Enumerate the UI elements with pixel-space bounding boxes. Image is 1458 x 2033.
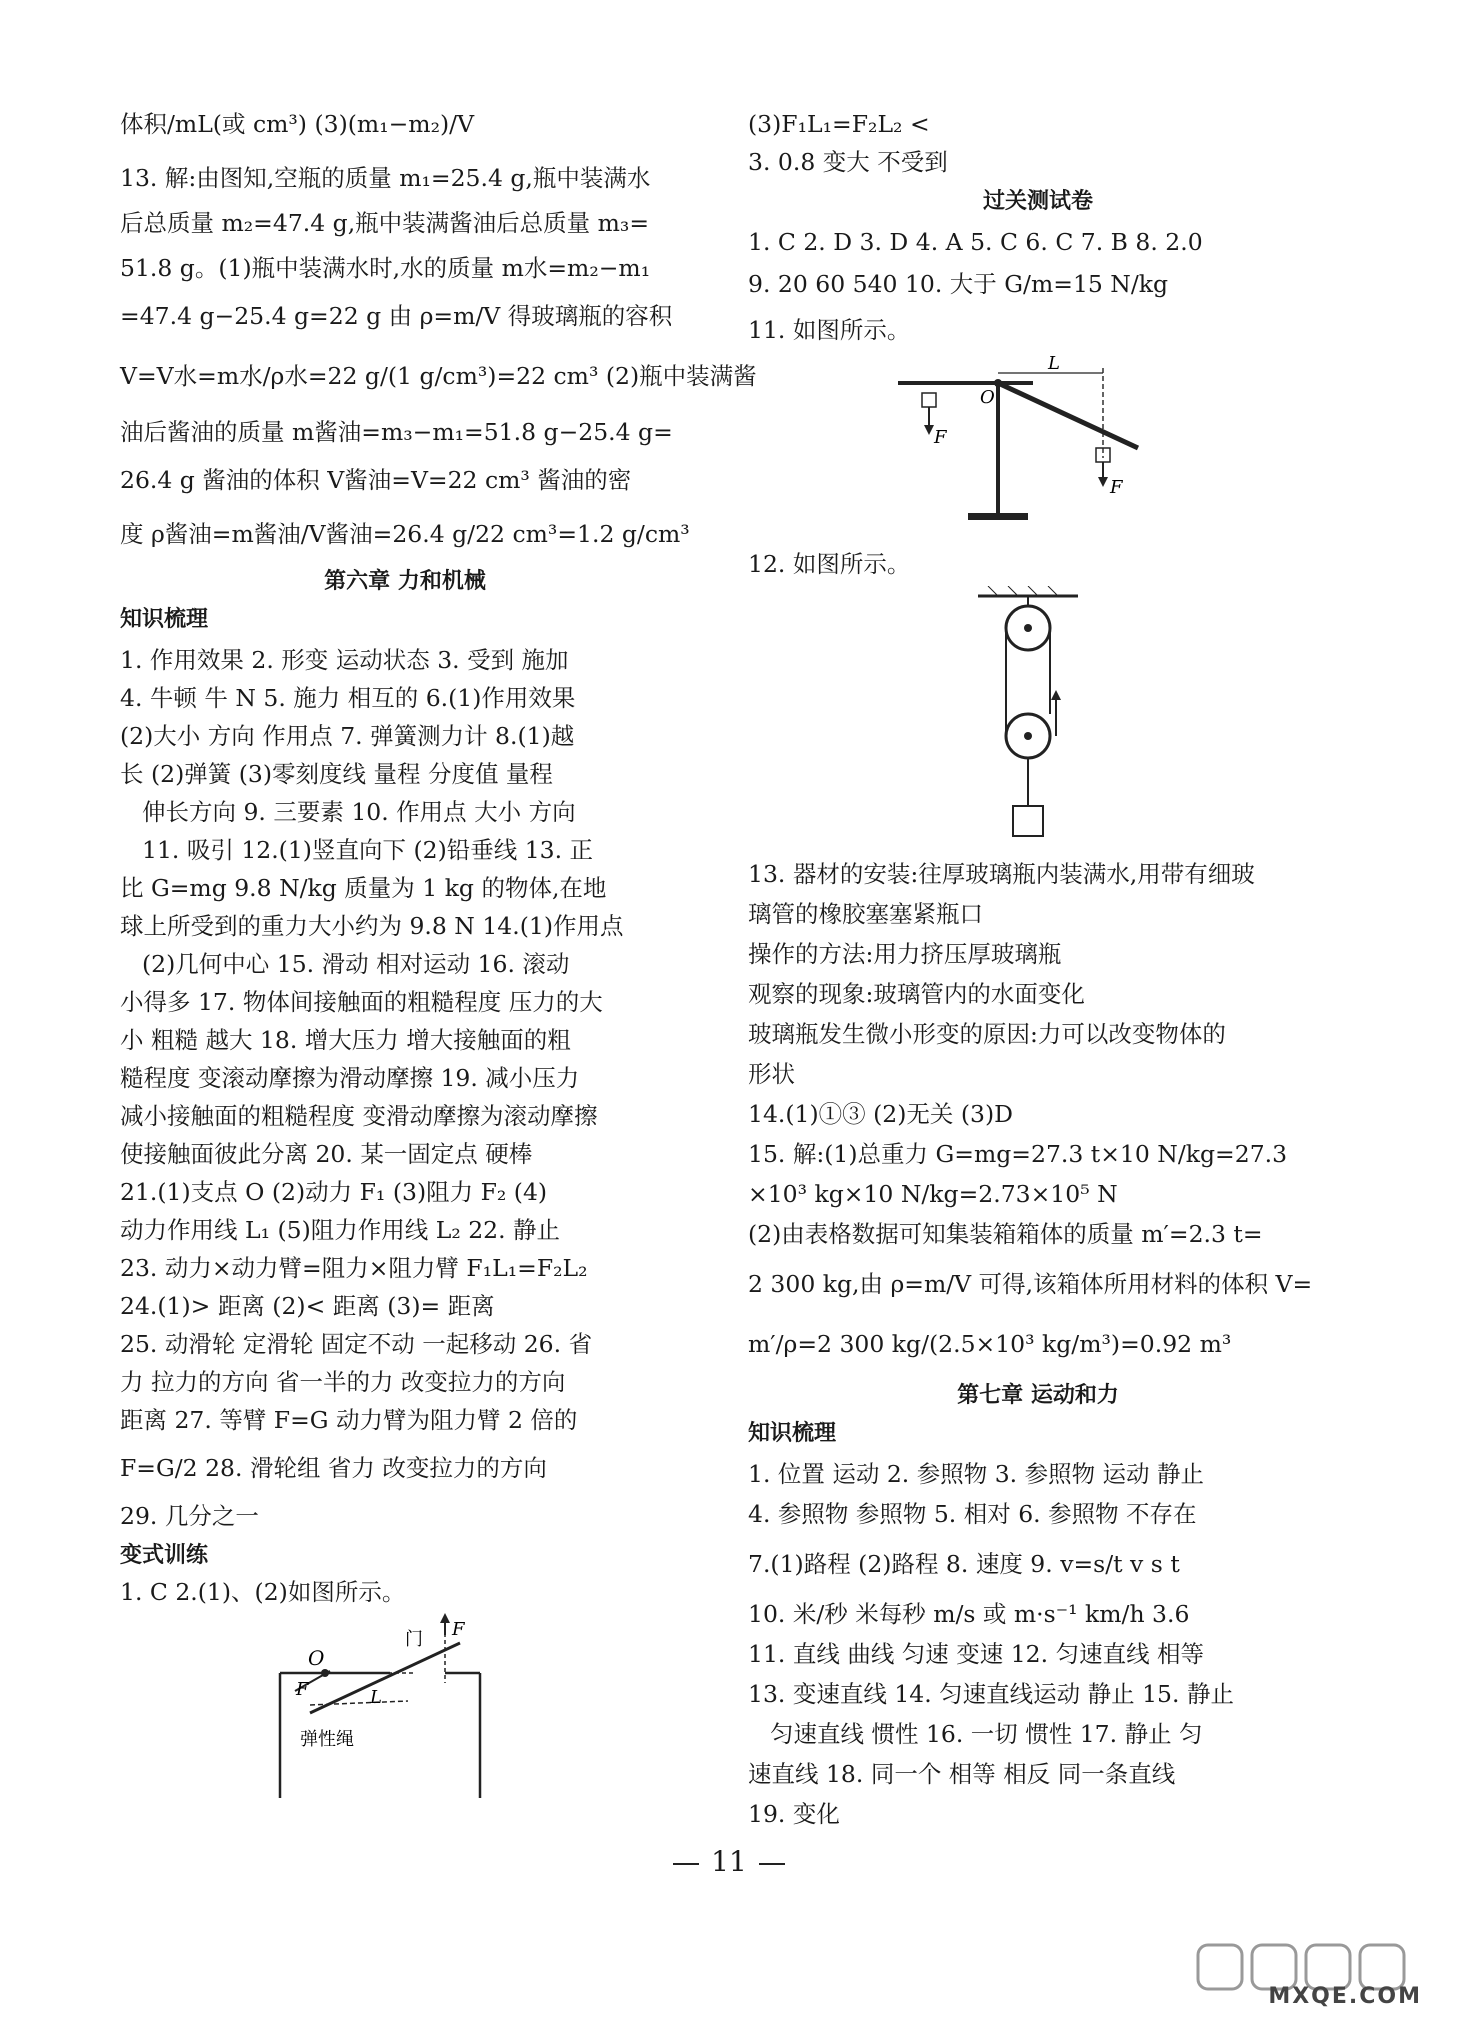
text-line: 观察的现象:玻璃管内的水面变化	[748, 980, 1085, 1008]
text-line: 玻璃瓶发生微小形变的原因:力可以改变物体的	[748, 1020, 1226, 1048]
text-line: 29. 几分之一	[120, 1502, 259, 1530]
text-line: 动力作用线 L₁ (5)阻力作用线 L₂ 22. 静止	[120, 1216, 561, 1244]
text-line: 10. 米/秒 米每秒 m/s 或 m·s⁻¹ km/h 3.6	[748, 1600, 1190, 1628]
text-line: 1. C 2. D 3. D 4. A 5. C 6. C 7. B 8. 2.0	[748, 228, 1203, 256]
text-line: 小得多 17. 物体间接触面的粗糙程度 压力的大	[120, 988, 603, 1016]
chapter-6-title: 第六章 力和机械	[324, 569, 486, 594]
rope-label: 弹性绳	[300, 1729, 354, 1750]
test-title: 过关测试卷	[982, 189, 1093, 214]
text-line: 24.(1)> 距离 (2)< 距离 (3)= 距离	[120, 1292, 495, 1320]
text-line: 2 300 kg,由 ρ=m/V 可得,该箱体所用材料的体积 V=	[748, 1270, 1313, 1298]
text-line: 7.(1)路程 (2)路程 8. 速度 9. v=s/t v s t	[748, 1550, 1180, 1578]
text-line: (3)F₁L₁=F₂L₂ <	[748, 110, 930, 138]
text-line: 1. C 2.(1)、(2)如图所示。	[120, 1578, 406, 1606]
variant-heading: 变式训练	[120, 1543, 209, 1568]
text-line: 度 ρ酱油=m酱油/V酱油=26.4 g/22 cm³=1.2 g/cm³	[120, 520, 690, 548]
f2-label: F	[296, 1679, 309, 1700]
text-line: 糙程度 变滚动摩擦为滑动摩擦 19. 减小压力	[120, 1064, 580, 1092]
text-line: 减小接触面的粗糙程度 变滑动摩擦为滚动摩擦	[120, 1102, 598, 1130]
page-number	[0, 1845, 1458, 1878]
pivot-o-label: O	[308, 1646, 325, 1670]
knowledge-heading: 知识梳理	[120, 607, 209, 632]
text-line: 长 (2)弹簧 (3)零刻度线 量程 分度值 量程	[120, 760, 553, 788]
text-line: 伸长方向 9. 三要素 10. 作用点 大小 方向	[142, 798, 576, 826]
text-line: 19. 变化	[748, 1800, 840, 1828]
text-line: 操作的方法:用力挤压厚玻璃瓶	[748, 940, 1062, 968]
text-line: 璃管的橡胶塞塞紧瓶口	[748, 900, 983, 928]
text-line: 油后酱油的质量 m酱油=m₃−m₁=51.8 g−25.4 g=	[120, 418, 673, 446]
text-line: 球上所受到的重力大小约为 9.8 N 14.(1)作用点	[120, 912, 624, 940]
text-line: 23. 动力×动力臂=阻力×阻力臂 F₁L₁=F₂L₂	[120, 1254, 588, 1282]
text-line: 13. 解:由图知,空瓶的质量 m₁=25.4 g,瓶中装满水	[120, 164, 651, 192]
text-line: 比 G=mg 9.8 N/kg 质量为 1 kg 的物体,在地	[120, 874, 607, 902]
text-line: 1. 作用效果 2. 形变 运动状态 3. 受到 施加	[120, 646, 569, 674]
text-line: 速直线 18. 同一个 相等 相反 同一条直线	[748, 1760, 1176, 1788]
text-line: ×10³ kg×10 N/kg=2.73×10⁵ N	[748, 1180, 1118, 1208]
text-line: 使接触面彼此分离 20. 某一固定点 硬棒	[120, 1140, 533, 1168]
text-line: 力 拉力的方向 省一半的力 改变拉力的方向	[120, 1368, 566, 1396]
door-label: 门	[405, 1629, 423, 1650]
text-line: 3. 0.8 变大 不受到	[748, 148, 948, 176]
text-line: 15. 解:(1)总重力 G=mg=27.3 t×10 N/kg=27.3	[748, 1140, 1288, 1168]
text-line: 11. 如图所示。	[748, 316, 911, 344]
text-line: 13. 变速直线 14. 匀速直线运动 静止 15. 静止	[748, 1680, 1234, 1708]
text-line: 14.(1)①③ (2)无关 (3)D	[748, 1100, 1014, 1128]
text-line: 9. 20 60 540 10. 大于 G/m=15 N/kg	[748, 270, 1169, 298]
pulley-figure	[978, 586, 1088, 846]
lever-figure	[898, 353, 1158, 533]
text-line: 形状	[748, 1060, 795, 1088]
text-line: 4. 牛顿 牛 N 5. 施力 相互的 6.(1)作用效果	[120, 684, 576, 712]
text-line: 距离 27. 等臂 F=G 动力臂为阻力臂 2 倍的	[120, 1406, 578, 1434]
text-line: 4. 参照物 参照物 5. 相对 6. 参照物 不存在	[748, 1500, 1197, 1528]
watermark-text: MXQE.COM	[1268, 1984, 1422, 2009]
text-line: 11. 直线 曲线 匀速 变速 12. 匀速直线 相等	[748, 1640, 1205, 1668]
text-line: 21.(1)支点 O (2)动力 F₁ (3)阻力 F₂ (4)	[120, 1178, 548, 1206]
text-line: (2)几何中心 15. 滑动 相对运动 16. 滚动	[142, 950, 570, 978]
text-line: 小 粗糙 越大 18. 增大压力 增大接触面的粗	[120, 1026, 571, 1054]
knowledge-heading: 知识梳理	[748, 1421, 837, 1446]
l1-label: L	[370, 1687, 382, 1708]
text-line: 后总质量 m₂=47.4 g,瓶中装满酱油后总质量 m₃=	[120, 209, 650, 237]
text-line: 匀速直线 惯性 16. 一切 惯性 17. 静止 匀	[770, 1720, 1203, 1748]
text-line: 体积/mL(或 cm³) (3)(m₁−m₂)/V	[120, 110, 475, 138]
f1-label: F	[452, 1619, 465, 1640]
text-line: V=V水=m水/ρ水=22 g/(1 g/cm³)=22 cm³ (2)瓶中装满酱	[120, 362, 757, 390]
text-line: 12. 如图所示。	[748, 550, 911, 578]
f1-label: F	[934, 427, 947, 448]
chapter-7-title: 第七章 运动和力	[957, 1383, 1119, 1408]
page-number-text: 11	[711, 1845, 747, 1878]
text-line: 51.8 g。(1)瓶中装满水时,水的质量 m水=m₂−m₁	[120, 254, 651, 282]
text-line: (2)由表格数据可知集装箱箱体的质量 m′=2.3 t=	[748, 1220, 1263, 1248]
text-line: 26.4 g 酱油的体积 V酱油=V=22 cm³ 酱油的密	[120, 466, 632, 494]
text-line: m′/ρ=2 300 kg/(2.5×10³ kg/m³)=0.92 m³	[748, 1330, 1232, 1358]
text-line: =47.4 g−25.4 g=22 g 由 ρ=m/V 得玻璃瓶的容积	[120, 302, 673, 330]
text-line: 11. 吸引 12.(1)竖直向下 (2)铅垂线 13. 正	[142, 836, 594, 864]
text-line: F=G/2 28. 滑轮组 省力 改变拉力的方向	[120, 1454, 547, 1482]
watermark	[1178, 1943, 1428, 2013]
text-line: 13. 器材的安装:往厚玻璃瓶内装满水,用带有细玻	[748, 860, 1255, 888]
text-line: (2)大小 方向 作用点 7. 弹簧测力计 8.(1)越	[120, 722, 575, 750]
text-line: 25. 动滑轮 定滑轮 固定不动 一起移动 26. 省	[120, 1330, 593, 1358]
text-line: 1. 位置 运动 2. 参照物 3. 参照物 运动 静止	[748, 1460, 1205, 1488]
door-lever-figure	[270, 1613, 570, 1798]
pivot-o-label: O	[980, 387, 995, 408]
f2-label: F	[1110, 477, 1123, 498]
l2-label: L	[1048, 353, 1060, 374]
